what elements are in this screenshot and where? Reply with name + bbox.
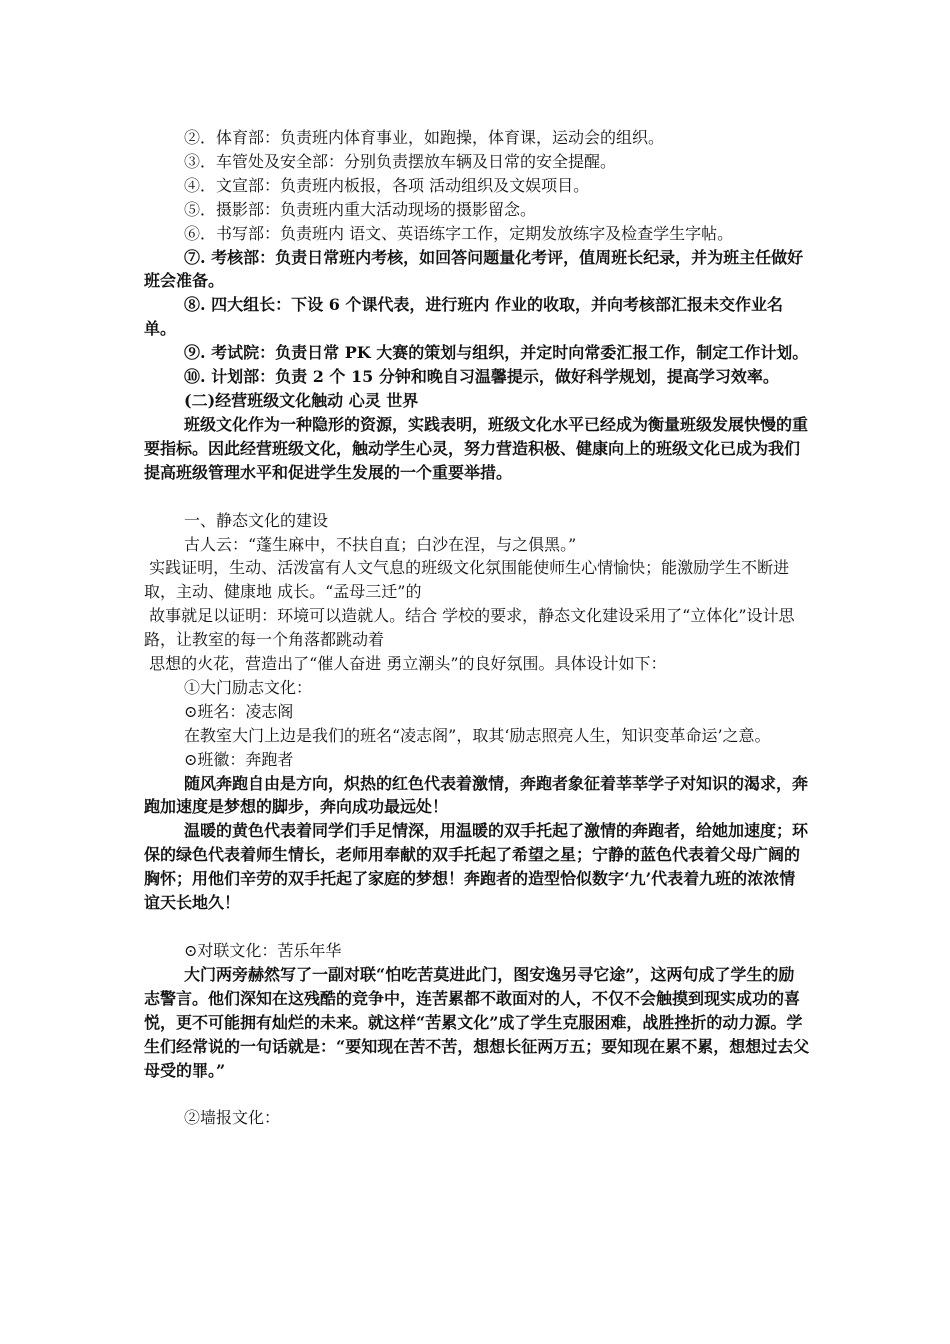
paragraph-class-name: 在教室大门上边是我们的班名“凌志阁”，取其‘励志照亮人生，知识变革命运’之意。 [184,725,771,745]
section-heading-class-culture: (二)经营班级文化触动 心灵 世界 [184,390,419,410]
paragraph-emblem-runner: 随风奔跑自由是方向，炽热的红色代表着激情，奔跑者象征着莘莘学子对知识的渴求，奔跑加速度是梦想的脚步，奔向成功最远处！ [144,773,809,817]
paragraph-emblem-colors: 温暖的黄色代表着同学们手足情深，用温暖的双手托起了激情的奔跑者，给她加速度；环保的绿色代表着师生情长，老师用奉献的双手托起了希望之星；宁静的蓝色代表着父母广阔的胸怀；用他们辛劳的双手托起了家庭的梦想！奔跑者的造型恰似数字‘九’代表着九班的浓浓情谊天长地久！ [144,821,809,913]
document-body [144,126,810,1130]
paragraph-group-leaders: ⑧. 四大组长：下设 6 个课代表，进行班内 作业的收取，并向考核部汇报未交作业名单。 [144,295,783,339]
paragraph-photography-dept: ⑤．摄影部：负责班内重大活动现场的摄影留念。 [184,199,537,219]
paragraph-planning-dept: ⑩. 计划部：负责 2 个 15 分钟和晚自习温馨提示，做好科学规划，提高学习效率。 [184,367,779,387]
spacer [144,1082,810,1106]
paragraph-class-culture-intro: 班级文化作为一种隐形的资源，实践表明，班级文化水平已经成为衡量班级发展快慢的重要指标。因此经营班级文化，触动学生心灵，努力营造积极、健康向上的班级文化已成为我们提高班级管理水平和促进学生发展的一个重要举措。 [144,414,809,482]
section-heading-static-culture: 一、静态文化的建设 [184,510,329,530]
subheading-class-emblem: ⊙班徽：奔跑者 [184,749,294,769]
paragraph-exam-board: ⑨. 考试院：负责日常 PK 大赛的策划与组织，并定时向常委汇报工作，制定工作计划。 [184,343,809,363]
paragraph-couplet-culture: 大门两旁赫然写了一副对联“怕吃苦莫进此门，图安逸另寻它途”，这两句成了学生的励志警言。他们深知在这残酷的竞争中，连苦累都不敢面对的人，不仅不会触摸到现实成功的喜悦，更不可能拥有灿烂的未来。就这样“苦累文化”成了学生克服困难，战胜挫折的动力源。学生们经常说的一句话就是：“要知现在苦不苦，想想长征两万五；要知现在累不累，想想过去父母受的罪。” [144,964,810,1080]
paragraph-story-proof: 故事就足以证明：环境可以造就人。结合 学校的要求，静态文化建设采用了“立体化”设计思路，让教室的每一个角落都跳动着 [144,606,795,650]
subheading-door-culture: ①大门励志文化： [184,677,313,697]
paragraph-practice-proof: 实践证明，生动、活泼富有人文气息的班级文化氛围能使师生心情愉快；能激励学生不断进取，主动、健康地 成长。“孟母三迁”的 [144,558,790,602]
paragraph-vehicle-safety-dept: ③．车管处及安全部：分别负责摆放车辆及日常的安全提醒。 [184,151,617,171]
subheading-couplet-culture: ⊙对联文化：苦乐年华 [184,941,342,960]
subheading-wall-newspaper: ②墙报文化： [184,1108,281,1128]
subheading-class-name: ⊙班名：凌志阁 [184,701,294,721]
paragraph-ancient-quote: 古人云：“蓬生麻中，不扶自直；白沙在涅，与之俱黑。” [184,534,577,554]
paragraph-publicity-dept: ④．文宣部：负责班内板报，各项 活动组织及文娱项目。 [184,175,590,195]
spacer [144,485,810,509]
paragraph-writing-dept: ⑥．书写部：负责班内 语文、英语练字工作，定期发放练字及检查学生字帖。 [184,223,734,243]
spacer [144,915,810,939]
paragraph-thought-spark: 思想的火花，营造出了“催人奋进 勇立潮头”的良好氛围。具体设计如下： [144,654,667,674]
paragraph-assessment-dept: ⑦. 考核部：负责日常班内考核，如回答问题量化考评，值周班长纪录，并为班主任做好班会准备。 [144,247,804,291]
paragraph-sports-dept: ②．体育部：负责班内体育事业，如跑操，体育课，运动会的组织。 [184,128,665,147]
